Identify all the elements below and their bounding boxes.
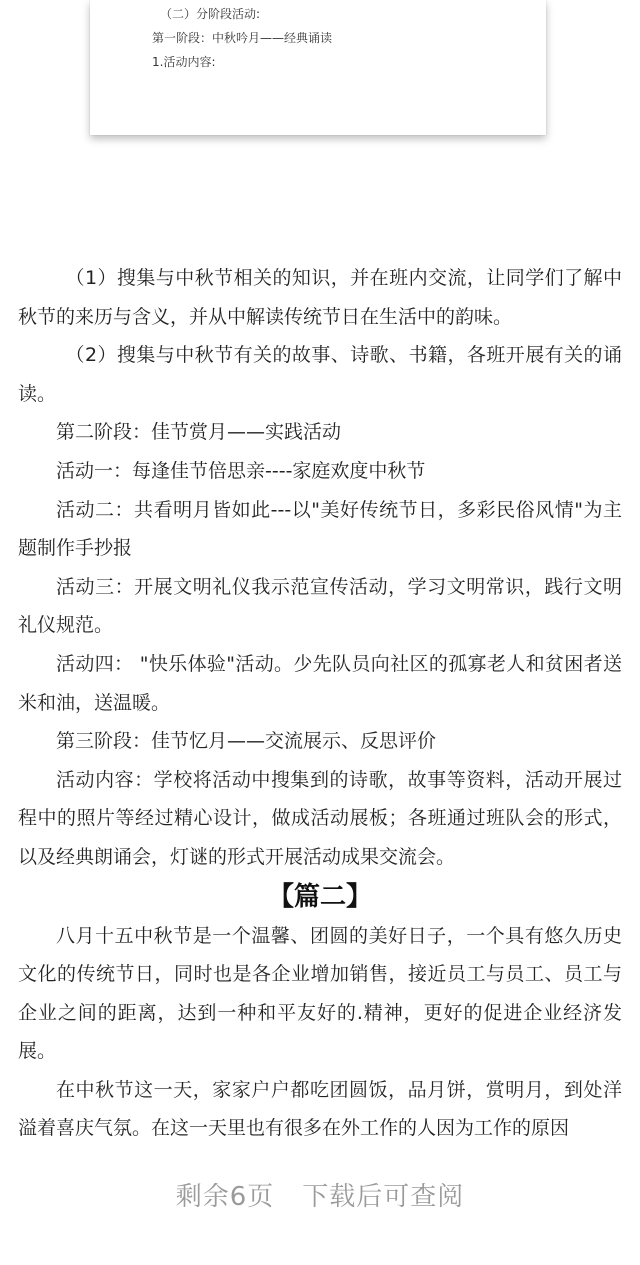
- paragraph-stage-two: 第二阶段：佳节赏月——实践活动: [56, 421, 342, 444]
- preview-section-title: （二）分阶段活动:: [160, 7, 261, 21]
- paragraph-activity-four: 活动四： "快乐体验"活动。少先队员向社区的孤寡老人和贫困者送米和油，送温暖。: [18, 652, 622, 714]
- section-heading: 【篇二】: [267, 881, 372, 912]
- page-preview-card: [90, 0, 546, 135]
- paragraph-mid-autumn-intro: 八月十五中秋节是一个温馨、团圆的美好日子，一个具有悠久历史文化的传统节日，同时也是各企业增加销售，接近员工与员工、员工与企业之间的距离，达到一种和平友好的.精神，更好的促进企业经济发展。: [18, 924, 622, 1063]
- paragraph-collect-stories: （2）搜集与中秋节有关的故事、诗歌、书籍，各班开展有关的诵读。: [18, 344, 622, 405]
- document-body: [18, 259, 622, 1148]
- preview-stage-one: 第一阶段：中秋吟月——经典诵读: [152, 31, 333, 45]
- download-prompt[interactable]: [0, 1176, 640, 1213]
- download-to-view-label[interactable]: 下载后可查阅: [302, 1182, 465, 1212]
- paragraph-activity-content: 活动内容：学校将活动中搜集到的诗歌，故事等资料，活动开展过程中的照片等经过精心设计，做成活动展板；各班通过班队会的形式，以及经典朗诵会，灯谜的形式开展活动成果交流会。: [18, 768, 622, 868]
- remaining-pages-label: 剩余6页: [175, 1182, 275, 1212]
- paragraph-mid-autumn-day: 在中秋节这一天，家家户户都吃团圆饭，品月饼，赏明月，到处洋溢着喜庆气氛。在这一天里也有很多在外工作的人因为工作的原因: [18, 1078, 622, 1140]
- paragraph-activity-two: 活动二：共看明月皆如此---以"美好传统节日，多彩民俗风情"为主题制作手抄报: [18, 498, 622, 560]
- paragraph-activity-three: 活动三：开展文明礼仪我示范宣传活动，学习文明常识，践行文明礼仪规范。: [18, 575, 622, 637]
- paragraph-collect-knowledge: （1）搜集与中秋节相关的知识，并在班内交流，让同学们了解中秋节的来历与含义，并从中解读传统节日在生活中的韵味。: [18, 267, 622, 328]
- paragraph-activity-one: 活动一：每逢佳节倍思亲----家庭欢度中秋节: [56, 459, 426, 482]
- preview-activity-content: 1.活动内容:: [152, 55, 216, 69]
- paragraph-stage-three: 第三阶段：佳节忆月——交流展示、反思评价: [56, 730, 437, 753]
